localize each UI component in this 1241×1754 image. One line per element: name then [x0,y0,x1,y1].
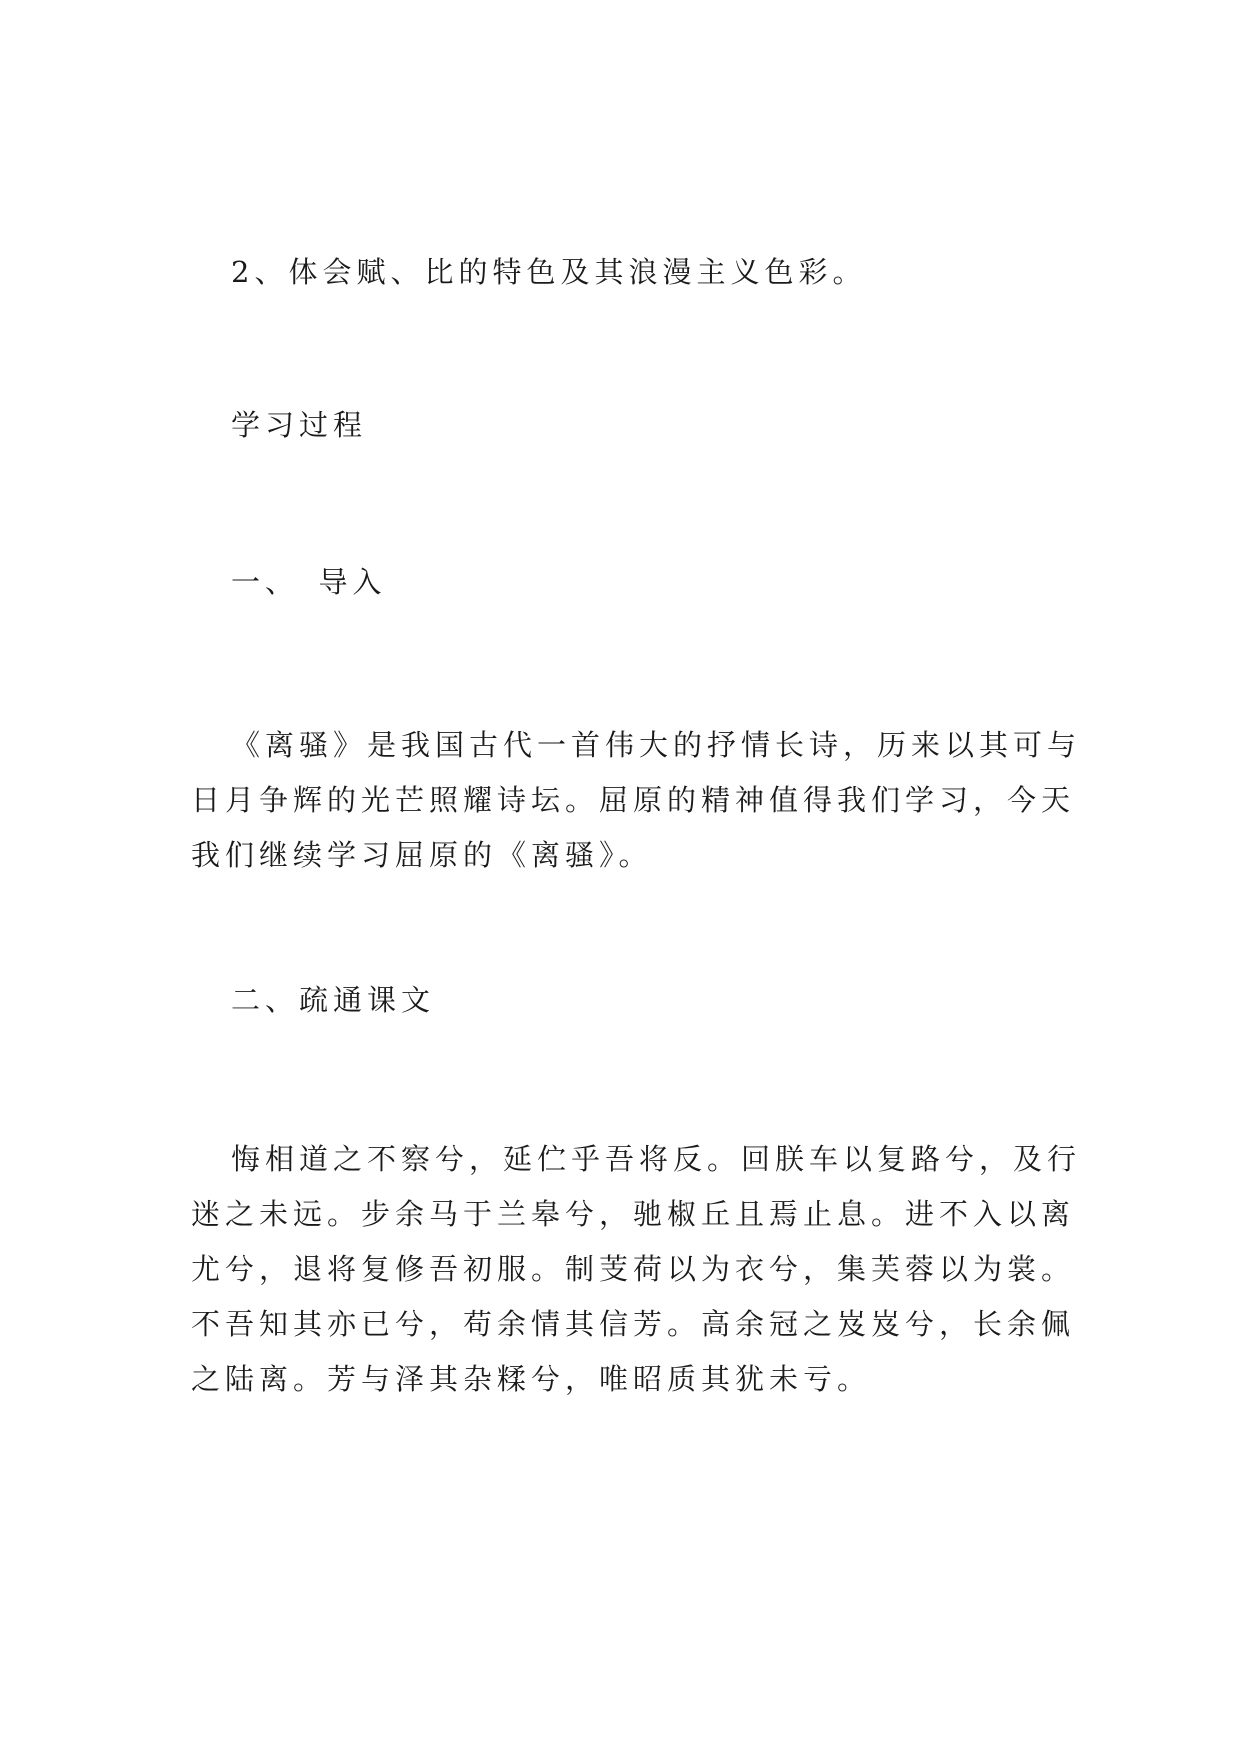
text-line-1: 悔相道之不察兮，延伫乎吾将反。回朕车以复路兮，及行 [231,1142,1082,1176]
heading-learning-process: 学习过程 [231,408,368,442]
section-2-title: 二、疏通课文 [231,983,436,1017]
text-line-4: 不吾知其亦已兮，苟余情其信芳。高余冠之岌岌兮，长余佩 [191,1307,1076,1341]
text-paragraph [191,1132,1091,1407]
intro-line-3: 我们继续学习屈原的《离骚》。 [191,838,653,872]
text-line-3: 尤兮，退将复修吾初服。制芰荷以为衣兮，集芙蓉以为裳。 [191,1252,1076,1286]
intro-paragraph [191,718,1091,883]
intro-line-1: 《离骚》是我国古代一首伟大的抒情长诗，历来以其可与 [231,728,1082,762]
section-1-title: 一、 导入 [231,565,387,599]
intro-line-2: 日月争辉的光芒照耀诗坛。屈原的精神值得我们学习，今天 [191,783,1076,817]
learning-objective-2: 2、体会赋、比的特色及其浪漫主义色彩。 [231,255,867,289]
text-line-2: 迷之未远。步余马于兰皋兮，驰椒丘且焉止息。进不入以离 [191,1197,1076,1231]
text-line-5: 之陆离。芳与泽其杂糅兮，唯昭质其犹未亏。 [191,1362,872,1396]
